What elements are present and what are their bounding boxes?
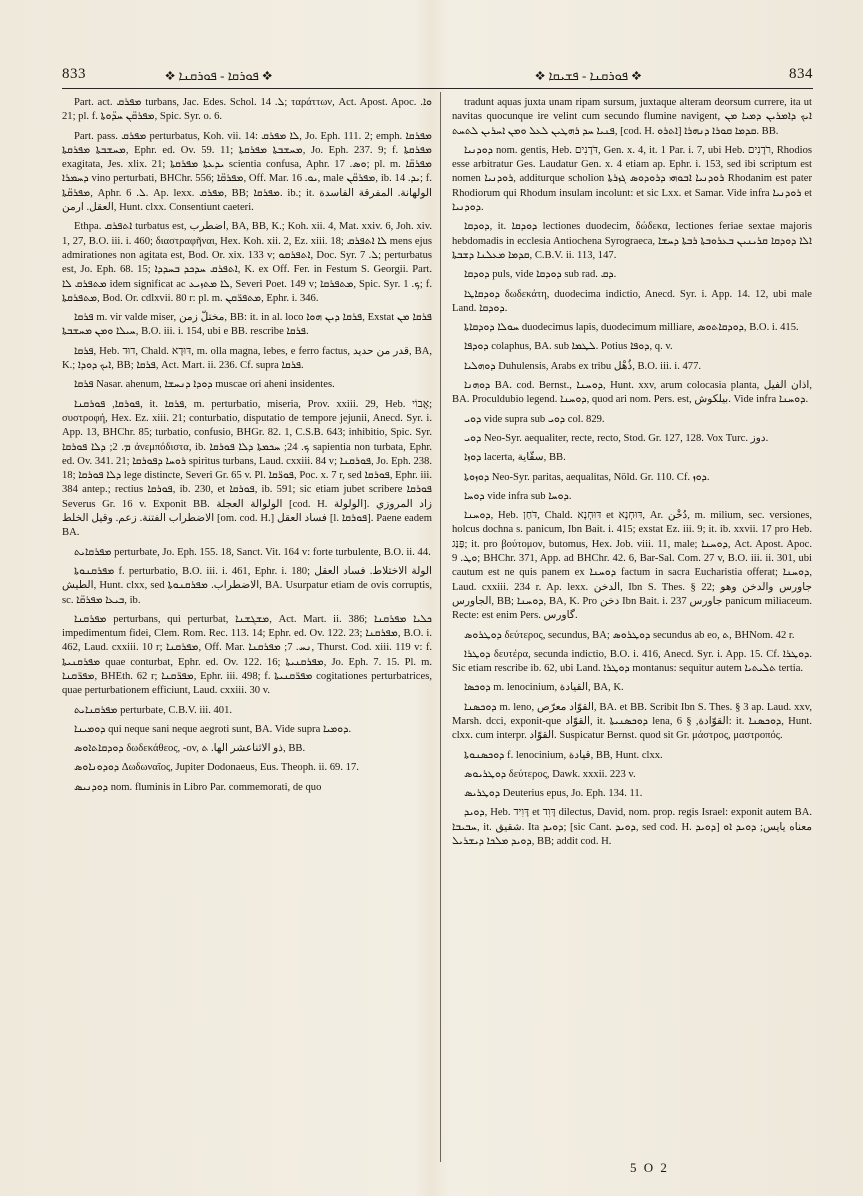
left-page-number: 833 <box>62 66 86 82</box>
page-header <box>0 0 863 90</box>
dictionary-entry: Part. pass. ܡܦܪܩ perturbatus, Koh. vii. 14: ܠܐ ܡܦܪܩ, Jo. Eph. 111. 2; emph. ܡܦܪܩܐ ܡܚܫܒܬܐ ܡܦܪܩܬܐ, Ephr. ed. Ov. 59. 11; ܡܚܫܒܬܐ ܡܦܪܩܬܐ, Jo. Eph. 237. 9; f. ܡܦܪܩܬܐ exagitata, Jes. xlix. 21; ܝܕܥܬܐ ܡܦܪܩܬܐ scientia confusa, Aphr. ܘܣ. 17; pl. m. ܡܦܪܩ̈ܐ ܕܚܡܪܐ vino perturbati, BHChr. 556; ܡܦܪܩ̈ܐ, Off. Mar. ܝܘ. 16, male ܡܦܪܩ̈ܢ, ib. ܝܕ. 14; f. ܡܦܪܩ̈ܬܐ, Aphr. ܠ. 6. Ap. lexx. ܡܦܪܩ, BB; ܡܦܪܩܐ. ib.; it. الولهانة. المفرقة الفاسدة العقل. ارمن, Hunt. clxx. Consentiunt caeteri. <box>62 130 433 214</box>
dictionary-entry: ܡܦܪܩܢܘܬܐ f. perturbatio, B.O. iii. i. 461, Ephr. i. 180; الولة الاختلاط. فساد العقل الطيش, Hunt. clxx, sed الاضطراب. ܡܦܪܩܢܘܬܐ, BA. Usurpatur etiam de ovis corruptis, sc. ܒܝܥܐ ܡܦܪܩ̈ܐ, ib. <box>62 565 432 606</box>
dictionary-entry: ܕܘܗܠܝܐ Duhulensis, Arabs ex tribu ذُهْل, B.O. iii. i. 477. <box>464 360 702 372</box>
dictionary-entry: ܕܘܕܩܐ, it. ܕܘܕܩܐ lectiones duodecim, δώδεκα, lectiones feriae sextae majoris hebdomadis in ecclesia Antiochena Syrograeca, ܐܠܐ ܕܘܕܩܐ ܩܪܝܢܝܢ ܒܥܪܘܒܬܐ ܪܒܬܐ ܕܚܫܐ ܩܕܡܐ ܡܥܠܢܐ ܕܫܒܬܐ, C.B.V. ii. 113, 147. <box>452 221 812 261</box>
dictionary-entry: ܕܘܚܐ vide infra sub ܕܘܚܐ. <box>464 490 572 502</box>
dictionary-entry: ܡܦܪܩܢܐܝܬ perturbate, C.B.V. iii. 401. <box>74 704 233 716</box>
dictionary-entry: ܕܘܛܪܘܣ δεύτερος, secundus, BA; ܕܘܛܪܘܣ secundus ab eo, ܬ, BHNom. 42 r. <box>464 629 795 641</box>
right-column <box>452 96 812 854</box>
dictionary-entry: ܕܘܛܪܐ δευτέρα, secunda indictio, B.O. i. 416, Anecd. Syr. i. App. 15. Cf. ܕܘܛܪܐ. Sic etiam rescribe ib. 62, ubi Land. ܕܘܛܪܐ montanus: sequitur autem ܬܠܝܬܝܐ tertia. <box>452 648 812 675</box>
dictionary-entry: ܦܪܩܐ m. vir valde miser, مختلّ زمن, BB: it. in al. loco ܦܪܩܐ ܕܝܢ ܗܘܐ, Exstat ܦܪܩܐ ܡܢ ܚܝܠܐ ܘܡܢ ܡܚܫܒܬܐ, B.O. iii. i. 154, ubi e BB. rescribe ܦܪܩܐ. <box>62 312 432 338</box>
dictionary-entry: ܕܘܡܝܢܐ qui neque sani neque aegroti sunt, BA. Vide supra ܕܘܡܝܐ. <box>74 723 352 735</box>
left-running-title: ❖ ܦܘܪܩܐ - ܦܘܪܩܢܐ ❖ <box>165 68 273 83</box>
dictionary-entry: ܕܘܙܘܬܐ Neo-Syr. paritas, aequalitas, Nöld. Gr. 110. Cf. ܕܘܙ. <box>464 471 710 483</box>
column-divider <box>440 92 441 1162</box>
dictionary-entry: ܕܘܕܩܐܬܐܘܣ δωδεκάθεος, -ov, ذو الاثناعشر الها. ܬ, BB. <box>74 743 306 755</box>
dictionary-entry: ܕܘܗܢܐ BA. cod. Bernst., ܕܘܚܢܐ, Hunt. xxv, arum colocasia planta, اذان الفيل, BA. Proculdubio legend. ܕܘܚܢܐ, quod ari nom. Pers. est, بيلكوش. Vide infra ܕܘܚܢܐ. <box>452 380 813 406</box>
dictionary-entry: ܕܘܚܢܐ, Heb. דֹּחַן, Chald. דּוּחְנָא et דּוּחְנָא, Ar. دُخْن, m. milium, sec. versiones, holcus dochna s. panicum, Ibn Bait. i. 415; exstat Ez. iii. 9; it. ib. xxvii. 17 pro Heb. פַּנַּג; it. pro βούτομον, butomus, Hex. Job. viii. 11, male; ܕܘܚܢܐ, Act. Apost. Apoc. ܘܛ. 9; BHChr. 371, App. ad BHChr. 42. 6, Bar-Sal. Com. 27 v, B.O. iii. ii. 301, ubi cautum est ne quis panem ex ܕܘܚܢܐ factum in sacra Eucharistia offerat; ܕܘܚܢܐ, Laud. cxxiii. 234 r. Ap. lexx. الدخن, Ibn S. Thes. § 22; جاورس والدخن وهو الجاورس, BB; ܕܘܚܢܐ, BA, K. Pro دخن Ibn Bait. i. 237 جاورس panicum miliaceum. Recte: est enim Pers. گاورس. <box>452 510 813 622</box>
dictionary-entry: ܕܘܛܪܝܘܣ δεύτερος, Dawk. xxxii. 223 v. <box>464 768 636 780</box>
dictionary-entry: ܕܘܕܘܢܐܘܣ Δωδωναῖος, Jupiter Dodonaeus, Eus. Theoph. ii. 69. 17. <box>74 762 359 774</box>
dictionary-entry: ܕܘܕܢܝܐ nom. gentis, Heb. דֹּדָנִים, Gen. x. 4, it. 1 Par. i. 7, ubi Heb. רֹדָנִים, Rhodios esse arbitratur Ges. Laudatur Gen. x. 4 etiam ap. Ephr. i. 153, sed ibi scriptum est nomen ܪܘܕܢܝܐ, additurque scholion ܪܘܕܢܝܐ ܐܒܘܗܝ ܕܪܘܕܘܣ ܓܙܪܬܐ Rhodanim est pater Rhodiorum qui Rhodum insulam incolunt: et sic Lxx. et Samar. Vide infra ܪܘܕܢܝܐ et ܕܘܕܢܝܐ. <box>452 144 813 214</box>
right-running-title: ❖ ܦܘܪܩܢܐ - ܦܫܝܩܐ ❖ <box>535 68 642 83</box>
dictionary-entry: ܡܦܪܩܐܝܬ perturbate, Jo. Eph. 155. 18, Sanct. Vit. 164 v: forte turbulente, B.O. ii. 44. <box>74 546 431 558</box>
dictionary-entry: ܕܘܛܪܝܣ Deuterius epus, Jo. Eph. 134. 11. <box>464 788 643 800</box>
dictionary-entry: ܕܘܕܩܐܛܐ δωδεκάτη, duodecima indictio, Anecd. Syr. i. App. 14. 12, ubi male Land. ܕܘܕܩܐ. <box>452 288 812 314</box>
dictionary-entry: ܕܘܝ vide supra sub ܕܘܝ col. 829. <box>464 413 605 425</box>
dictionary-entry: Ethpa. ܐܬܦܪܩ turbatus est, اضطرب, BA, BB, K.; Koh. xii. 4, Mat. xxiv. 6, Joh. xiv. 1, 27, B.O. iii. i. 460; διαστραφῆναι, Hex. Koh. xii. 2, Ez. xiii. 18; ܠܐ ܐܬܦܪܩ mens ejus admirationes non agitata est, Bod. Or. xix. 133 v; ܐܬܦܪܩܘ, Doc. Syr. ܠ. 7; perturbatus est, Jo. Eph. 68. 15; ܐܬܦܪܩ ܚܕܟܕ ܒܚܕܕܐ, K. ex Off. Fer. in Festum S. Georgii. Part. ܡܬܦܪܩ ܠܐ idem significat ac ܠܐ ܡܬܙܝܥ, Severi Poet. 149 v; ܡܬܦܪܩܐ, Spic. Syr. ܟ. 1; f. ܡܬܦܪܩܬܐ, Bod. Or. cdlxvii. 80 r: pl. m. ܡܬܦܪ̈ܩܢ, Ephr. i. 346. <box>62 221 433 304</box>
dictionary-entry: ܕܘܟܣܢܐ m. leno, القوّاد معرّص, BA. et BB. Scribit Ibn S. Thes. § 3 ap. Laud. xxv, Marsh. dcci, exponit-que القوّاد, it. ܕܘܟܣܢܝܬܐ lena, القوّادة, § 6: it. ܕܘܟܣܢܐ, Hunt. clxx. cum interpr. القوّاد. Suspicatur Bernst. quod sit Gr. μάστρος, μαστροπός. <box>452 701 812 742</box>
header-rule <box>62 88 813 89</box>
dictionary-entry: ܕܘܕܩܐ puls, vide ܕܘܕܩܐ sub rad. ܕܩ. <box>464 269 617 281</box>
dictionary-entry: ܕܘܟܣܢܘܬܐ f. lenocinium, قيادة, BB, Hunt. clxx. <box>464 749 663 761</box>
dictionary-entry: ܕܘܕܢܝܣ nom. fluminis in Libro Par. commemorati, de quo <box>74 781 322 793</box>
dictionary-entry: ܦܪܩܐ, Heb. דוּד, Chald. דּוּדָא, m. olla magna, lebes, e ferro factus, قدر من حديد, BA, K.; ܐܝܟ ܕܘܕܐ, BB; ܦܪܩܐ, Act. Mart. ii. 236. Cf. supra ܦܪܩܐ. <box>62 345 433 372</box>
dictionary-entry: tradunt aquas juxta unam ripam sursum, juxtaque alteram deorsum currere, ita ut navitas quocunque ire velint cum secundo flumine navigent, ܐܝܟ ܕܐܡܪܝܢ ܕܡܝܐ ܡܢ ܦܢܝܐ ܚܕ ܪܗܛܝܢ ܠܥܠ ܘܡܢ ܐܚܪܝܢ ܠܬܚܬ, [cod. H. ܐܬܪܘ] ܩܕܡܐ ܩܘܪܐ ܕܢܗܪܐ. BB. <box>452 97 812 137</box>
dictionary-entry: Part. act. ܡܦܪܩ turbans, Jac. Edes. Schol. ܠ. 14; ταράττων, Act. Apost. Apoc. ܘܐ. 21; pl. f. ܡܦܪܩ̈ܢ ܚܕ̈ܘܬܐ, Spic. Syr. o. 6. <box>62 97 433 123</box>
dictionary-entry: ܕܘܟܣܐ m. lenocinium, القيادة, BA, K. <box>464 682 624 694</box>
dictionary-entry: ܕܘܙܐ lacerta, سقّاية, BB. <box>464 452 566 464</box>
dictionary-entry: ܦܪܩܐ Nasar. ahenum, ܕܘܕܐ ܕܢܚܫܐ muscae ori aheni insidentes. <box>74 379 335 391</box>
dictionary-entry: ܦܘܪܩܐ, ܦܘܪܩܢܐ, it. ܦܪܩܐ, m. perturbatio, miseria, Prov. xxiii. 29, Heb. אֲבוֹי; συστροφή, Hex. Ez. xiii. 21; conturbatio, disputatio de tempore jejunii, Anecd. Syr. i. App. 13, BHChr. 85; turbatio, confusio, BHGr. 82. 1, C.S.B. 643; inhibitio, Spic. Syr. ܡ. 2; ܕܠܐ ܦܘܪܩܐ ἀνεμπόδιστα, ib. ܟ. 24; ܚܟܡܬܐ ܕܠܐ ܦܘܪܩܐ sapientia non turbata, Ephr. ed. Ov. 341. 21; ܪܘܚܐ ܕܦܘܪܩܐ spiritus turbans, Laud. cxxiii. 84 v; ܦܘܪܩܢܐ, Jo. Eph. 238. 18; ܕܠܐ ܦܘܪܩܐ lege distincte, Severi Gr. 65 v. Pl. ܦܘܪ̈ܩܐ, Poc. x. 7 r, sed ܦܘܪܩܐ, Ephr. iii. 384 antep.; rectius ܦܘܪܩܐ, ib. 230, et ܦܘܪܩܐ, ib. 591; sic etiam jubet scribere ܦܘܪܩܐ Severus Gr. 16 v. Exponit BB. الولوالة العجلة [cod. H. الولولة]. زاد المروزي الاضطراب الفتنة. زعم. وقيل الخلط [om. cod. H.] فساد العقل [l. ܦܘܪܩܐ]. Paene eadem BA. <box>62 398 433 539</box>
signature-mark: 5 O 2 <box>630 1160 669 1175</box>
dictionary-entry: ܡܦܪܩܢܐ perturbans, qui perturbat, ܡܫܓܫܢܐ, Act. Mart. ii. 386; ܟܠܝܐ ܡܦܪܩܢܐ impedimentum fidei, Clem. Rom. Rec. 113. 14; Ephr. ed. Ov. 122. 23; ܡܦܪܩܢܐ, B.O. i. 462, Laud. cxxiii. 10 r; ܡܦܪܩܢܐ, Off. Mar. ܢܚ. 7; ܡܦܪܩܢܐ, Thurst. Cod. xiii. 119 v: f. ܡܦܪܩܢܝܬܐ quae conturbat, Ephr. ed. Ov. 122. 16; ܡܦܪܩܢܝܬܐ, Jo. Eph. 7. 15. Pl. m. ܡܦܪ̈ܩܢܐ, BHEth. 62 r; ܡܦܪ̈ܩܢܐ, Ephr. iii. 498; f. ܡܦܪ̈ܩܢܝܬܐ cogitationes perturbatrices, quae perturbationem efficiunt, Laud. cxxiii. 30 v. <box>62 613 432 697</box>
left-column <box>62 96 432 800</box>
dictionary-entry: ܕܘܝ Neo-Syr. aequaliter, recte, recto, Stod. Gr. 127, 128. Vox Turc. دوز. <box>464 432 769 444</box>
dictionary-entry: ܚܘܠܐ ܕܘܕܩܐܬܐ duodecimus lapis, duodecimum milliare, ܕܘܕܩܐܬܘܣ, B.O. i. 415. <box>464 322 799 334</box>
dictionary-entry: ܕܘܝܕ, Heb. דָּוִיד et דָּוִד dilectus, David, nom. prop. regis Israel: exponit autem BA. ܚܒܝܒܐ, it. شقيق. Ita ܕܘܝܕ; [sic Cant. ܕܘܝܕ, sed cod. H. ܕܘܝܕ] معناه يايس; ܕܘܝܕ ܐܘ ܕܘܝܕ ܡܠܟܐ ܕܝܫܪܝܠ, BB; addit cod. H. <box>452 807 813 848</box>
dictionary-entry: ܕܘܕܦܐ colaphus, BA. sub ܠܛܡܐ. Potius ܕܘܦܐ, q. v. <box>464 341 673 353</box>
right-page-number: 834 <box>789 66 813 82</box>
